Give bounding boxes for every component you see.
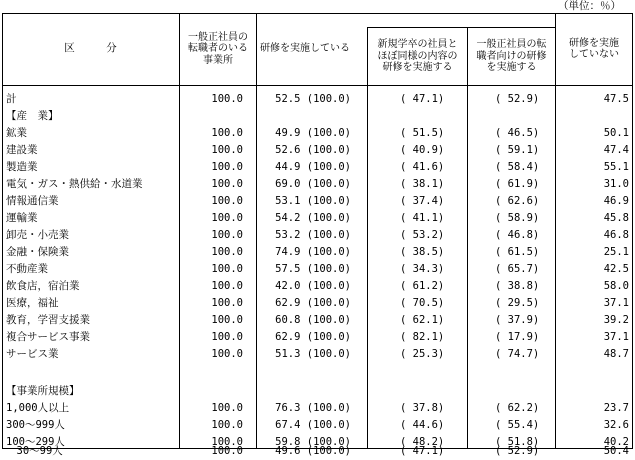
cell-no-training: 50.1	[603, 127, 629, 139]
table-row	[2, 125, 633, 142]
cell-training: 53.1 (100.0)	[275, 195, 351, 207]
cell-same-as-grads: ( 41.1)	[400, 212, 445, 224]
cell-employed: 100.0	[211, 161, 243, 173]
cell-for-transfers: ( 62.6)	[495, 195, 540, 207]
cell-training: 42.0 (100.0)	[275, 280, 351, 292]
cell-for-transfers: ( 17.9)	[495, 331, 540, 343]
cell-same-as-grads: ( 38.1)	[400, 178, 445, 190]
cell-employed: 100.0	[211, 144, 243, 156]
cell-for-transfers: ( 59.1)	[495, 144, 540, 156]
cell-no-training: 37.1	[603, 297, 629, 309]
header-employed: 一般正社員の 転職者のいる 事業所	[188, 31, 248, 66]
table-row	[2, 108, 633, 125]
cell-for-transfers: ( 62.2)	[495, 402, 540, 414]
cell-employed: 100.0	[211, 178, 243, 190]
header-same-as-grads: 新規学卒の社員と ほぼ同様の内容の 研修を実施する	[377, 39, 458, 74]
cell-training: 53.2 (100.0)	[275, 229, 351, 241]
cell-employed: 100.0	[211, 445, 243, 457]
table-row	[2, 346, 633, 363]
cell-employed: 100.0	[211, 127, 243, 139]
statistics-table	[2, 13, 633, 457]
cell-same-as-grads: ( 48.2)	[400, 436, 445, 448]
cell-for-transfers: ( 65.7)	[495, 263, 540, 275]
header-no-training: 研修を実施 していない	[569, 37, 619, 60]
cell-employed: 100.0	[211, 280, 243, 292]
row-label: サービス業	[6, 348, 59, 360]
cell-training: 67.4 (100.0)	[275, 419, 351, 431]
unit-note: （単位：％）	[558, 0, 621, 12]
cell-for-transfers: ( 37.9)	[495, 314, 540, 326]
cell-for-transfers: ( 55.4)	[495, 419, 540, 431]
cell-same-as-grads: ( 53.2)	[400, 229, 445, 241]
cell-no-training: 55.1	[603, 161, 629, 173]
cell-for-transfers: ( 52.9)	[495, 93, 540, 105]
cell-employed: 100.0	[211, 229, 243, 241]
cell-same-as-grads: ( 62.1)	[400, 314, 445, 326]
cell-same-as-grads: ( 82.1)	[400, 331, 445, 343]
header-training: 研修を実施している	[260, 43, 350, 55]
cell-no-training: 31.0	[603, 178, 629, 190]
cell-for-transfers: ( 52.9)	[495, 445, 540, 457]
cell-for-transfers: ( 51.8)	[495, 436, 540, 448]
cell-no-training: 37.1	[603, 331, 629, 343]
cell-employed: 100.0	[211, 212, 243, 224]
table-row	[2, 193, 633, 210]
cell-training: 59.8 (100.0)	[275, 436, 351, 448]
row-label: 運輸業	[6, 212, 38, 224]
cell-no-training: 25.1	[603, 246, 629, 258]
table-row	[2, 142, 633, 159]
cell-for-transfers: ( 46.5)	[495, 127, 540, 139]
cell-no-training: 47.5	[603, 93, 629, 105]
cell-same-as-grads: ( 70.5)	[400, 297, 445, 309]
row-label: 複合サービス事業	[6, 331, 90, 343]
header-category: 区 分	[64, 42, 117, 55]
table-row	[2, 400, 633, 417]
cell-training: 57.5 (100.0)	[275, 263, 351, 275]
row-label: 計	[6, 93, 17, 105]
cell-employed: 100.0	[211, 263, 243, 275]
row-label: 金融・保険業	[6, 246, 69, 258]
cell-for-transfers: ( 58.9)	[495, 212, 540, 224]
table-row	[2, 329, 633, 346]
row-label: 電気・ガス・熱供給・水道業	[6, 178, 143, 190]
table-row	[2, 363, 633, 380]
cell-no-training: 46.9	[603, 195, 629, 207]
row-label: 鉱業	[6, 127, 27, 139]
table-row	[2, 383, 633, 400]
cell-employed: 100.0	[211, 331, 243, 343]
cell-for-transfers: ( 61.5)	[495, 246, 540, 258]
table-row	[2, 227, 633, 244]
header-bottom-border	[2, 85, 633, 86]
cell-same-as-grads: ( 37.8)	[400, 402, 445, 414]
cell-employed: 100.0	[211, 419, 243, 431]
row-label: 30～99人	[6, 445, 63, 457]
cell-employed: 100.0	[211, 195, 243, 207]
cell-for-transfers: ( 61.9)	[495, 178, 540, 190]
row-label: 300～999人	[6, 419, 65, 431]
cell-employed: 100.0	[211, 348, 243, 360]
row-label: 情報通信業	[6, 195, 59, 207]
cell-same-as-grads: ( 44.6)	[400, 419, 445, 431]
cell-for-transfers: ( 38.8)	[495, 280, 540, 292]
row-label: 【産 業】	[6, 110, 59, 122]
cell-training: 51.3 (100.0)	[275, 348, 351, 360]
cell-same-as-grads: ( 61.2)	[400, 280, 445, 292]
cell-training: 62.9 (100.0)	[275, 331, 351, 343]
cell-training: 54.2 (100.0)	[275, 212, 351, 224]
header-for-transfers: 一般正社員の転 職者向けの研修 を実施する	[476, 39, 547, 74]
row-label: 教育，学習支援業	[6, 314, 90, 326]
row-label: 卸売・小売業	[6, 229, 69, 241]
cell-training: 69.0 (100.0)	[275, 178, 351, 190]
cell-no-training: 48.7	[603, 348, 629, 360]
cell-no-training: 47.4	[603, 144, 629, 156]
cell-employed: 100.0	[211, 297, 243, 309]
row-label: 飲食店，宿泊業	[6, 280, 80, 292]
row-label: 不動産業	[6, 263, 48, 275]
cell-training: 76.3 (100.0)	[275, 402, 351, 414]
cell-employed: 100.0	[211, 436, 243, 448]
cell-no-training: 46.8	[603, 229, 629, 241]
table-row	[2, 295, 633, 312]
cell-employed: 100.0	[211, 402, 243, 414]
cell-no-training: 39.2	[603, 314, 629, 326]
table-row	[2, 244, 633, 261]
table-row	[2, 91, 633, 108]
cell-employed: 100.0	[211, 314, 243, 326]
cell-training: 49.6 (100.0)	[275, 445, 351, 457]
table-row	[2, 261, 633, 278]
cell-same-as-grads: ( 47.1)	[400, 445, 445, 457]
cell-same-as-grads: ( 41.6)	[400, 161, 445, 173]
cell-for-transfers: ( 58.4)	[495, 161, 540, 173]
cell-no-training: 58.0	[603, 280, 629, 292]
cell-employed: 100.0	[211, 246, 243, 258]
cell-for-transfers: ( 29.5)	[495, 297, 540, 309]
cell-training: 60.8 (100.0)	[275, 314, 351, 326]
cell-training: 52.5 (100.0)	[275, 93, 351, 105]
cell-same-as-grads: ( 47.1)	[400, 93, 445, 105]
cell-same-as-grads: ( 34.3)	[400, 263, 445, 275]
row-label: 医療，福祉	[6, 297, 59, 309]
cell-same-as-grads: ( 51.5)	[400, 127, 445, 139]
cell-no-training: 45.8	[603, 212, 629, 224]
table-row	[2, 210, 633, 227]
cell-training: 74.9 (100.0)	[275, 246, 351, 258]
cell-training: 44.9 (100.0)	[275, 161, 351, 173]
cell-employed: 100.0	[211, 93, 243, 105]
row-label: 建設業	[6, 144, 38, 156]
row-label: 1,000人以上	[6, 402, 70, 414]
cell-same-as-grads: ( 37.4)	[400, 195, 445, 207]
row-label: 100～299人	[6, 436, 65, 448]
table-row	[2, 312, 633, 329]
cell-training: 49.9 (100.0)	[275, 127, 351, 139]
cell-same-as-grads: ( 38.5)	[400, 246, 445, 258]
cell-training: 62.9 (100.0)	[275, 297, 351, 309]
table-row	[2, 417, 633, 434]
cell-training: 52.6 (100.0)	[275, 144, 351, 156]
table-row	[2, 176, 633, 193]
cell-no-training: 23.7	[603, 402, 629, 414]
cell-no-training: 50.4	[603, 445, 629, 457]
row-label: 【事業所規模】	[6, 385, 80, 397]
cell-no-training: 32.6	[603, 419, 629, 431]
row-label: 製造業	[6, 161, 38, 173]
cell-for-transfers: ( 46.8)	[495, 229, 540, 241]
cell-same-as-grads: ( 25.3)	[400, 348, 445, 360]
table-row	[2, 278, 633, 295]
table-row	[2, 443, 633, 460]
cell-no-training: 42.5	[603, 263, 629, 275]
cell-no-training: 40.2	[603, 436, 629, 448]
table-row	[2, 159, 633, 176]
cell-same-as-grads: ( 40.9)	[400, 144, 445, 156]
cell-for-transfers: ( 74.7)	[495, 348, 540, 360]
